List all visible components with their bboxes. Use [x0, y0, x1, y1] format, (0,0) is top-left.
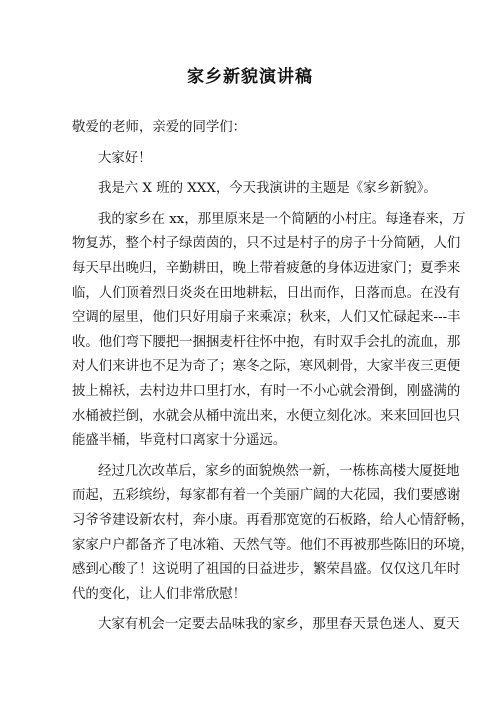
document-body: [72, 116, 474, 638]
paragraph-line: 经过几次改革后，家乡的面貌焕然一新，一栋栋高楼大厦挺地: [98, 463, 460, 479]
paragraph-2: [72, 460, 474, 608]
paragraph-line: 代的变化，让人们非常欣慰！: [72, 586, 247, 602]
paragraph-line: 而起，五彩缤纷，每家都有着一个美丽广阔的大花园，我们要感谢: [72, 488, 461, 504]
paragraph-line: 空调的屋里，他们只好用扇子来乘凉；秋来，人们又忙碌起来---丰: [72, 310, 461, 326]
paragraph-line: 临，人们顶着烈日炎炎在田地耕耘，日出而作，日落而息。在没有: [72, 285, 461, 301]
paragraph-line: 感到心酸了！这说明了祖国的日益进步，繁荣昌盛。仅仅这几年时: [72, 562, 461, 578]
paragraph-1: [72, 208, 466, 454]
paragraph-line: 大家有机会一定要去品味我的家乡，那里春天景色迷人、夏天: [98, 617, 460, 633]
greeting: 大家好！: [98, 150, 152, 166]
paragraph-3: [72, 613, 460, 638]
paragraph-line: 披上棉袄，去村边井口里打水，有时一不小心就会滑倒，刚盛满的: [72, 383, 461, 399]
paragraph-line: 能盛半桶，毕竟村口离家十分遥远。: [72, 433, 287, 449]
paragraph-line: 收。他们弯下腰把一捆捆麦杆往怀中抱，有时双手会扎的流血，那: [72, 334, 461, 350]
paragraph-line: 水桶被拦倒，水就会从桶中流出来，水便立刻化冰。来来回回也只: [72, 408, 461, 424]
paragraph-line: 每天早出晚归，辛勤耕田，晚上带着疲惫的身体迈进家门；夏季来: [72, 260, 461, 276]
paragraph-line: 对人们来讲也不足为奇了；寒冬之际，寒风刺骨，大家半夜三更便: [72, 359, 461, 375]
document-title: 家乡新貌演讲稿: [187, 67, 313, 87]
paragraph-line: 我的家乡在 xx，那里原来是一个简陋的小村庄。每逢春来，万: [98, 211, 466, 227]
salutation: 敬爱的老师，亲爱的同学们：: [72, 120, 247, 135]
paragraph-line: 物复苏，整个村子绿茵茵的，只不过是村子的房子十分简陋，人们: [72, 236, 461, 252]
paragraph-line: 习爷爷建设新农村，奔小康。再看那宽宽的石板路，给人心情舒畅，: [72, 512, 474, 528]
paragraph-line: 家家户户都备齐了电冰箱、天然气等。他们不再被那些陈旧的环境，: [72, 537, 474, 553]
intro-line: 我是六 X 班的 XXX，今天我演讲的主题是《家乡新貌》。: [98, 181, 437, 197]
